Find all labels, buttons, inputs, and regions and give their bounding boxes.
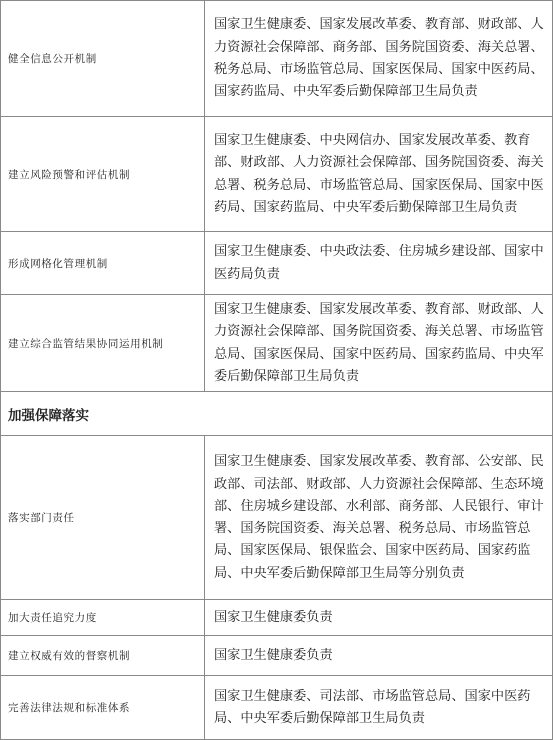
table-row [1, 1, 553, 117]
table-row [1, 636, 553, 676]
measure-cell: 形成网格化管理机制 [1, 232, 205, 295]
table-row [1, 676, 553, 740]
table-row [1, 436, 553, 600]
measure-cell: 建立权威有效的督察机制 [1, 636, 205, 676]
responsible-cell: 国家卫生健康委负责 [205, 600, 553, 636]
measure-cell: 完善法律法规和标准体系 [1, 676, 205, 740]
table-row [1, 295, 553, 392]
responsible-cell: 国家卫生健康委、国家发展改革委、教育部、财政部、人力资源社会保障部、国务院国资委、海关总署、市场监管总局、国家医保局、国家中医药局、国家药监局、中央军委后勤保障部卫生局负责 [205, 295, 553, 392]
table-row [1, 117, 553, 232]
table-row [1, 232, 553, 295]
measure-cell: 加大责任追究力度 [1, 600, 205, 636]
responsible-cell: 国家卫生健康委、司法部、市场监管总局、国家中医药局、中央军委后勤保障部卫生局负责 [205, 676, 553, 740]
responsible-cell: 国家卫生健康委负责 [205, 636, 553, 676]
responsible-cell: 国家卫生健康委、中央网信办、国家发展改革委、教育部、财政部、人力资源社会保障部、国务院国资委、海关总署、税务总局、市场监管总局、国家医保局、国家中医药局、国家药监局、中央军委后勤保障部卫生局负责 [205, 117, 553, 232]
measure-cell: 建立综合监管结果协同运用机制 [1, 295, 205, 392]
section-row [1, 392, 553, 436]
measure-cell: 落实部门责任 [1, 436, 205, 600]
measure-cell: 健全信息公开机制 [1, 1, 205, 117]
table-row [1, 600, 553, 636]
responsible-cell: 国家卫生健康委、中央政法委、住房城乡建设部、国家中医药局负责 [205, 232, 553, 295]
section-title: 加强保障落实 [1, 392, 553, 436]
measure-cell: 建立风险预警和评估机制 [1, 117, 205, 232]
responsible-cell: 国家卫生健康委、国家发展改革委、教育部、财政部、人力资源社会保障部、商务部、国务院国资委、海关总署、税务总局、市场监管总局、国家医保局、国家中医药局、国家药监局、中央军委后勤保障部卫生局负责 [205, 1, 553, 117]
responsible-cell: 国家卫生健康委、国家发展改革委、教育部、公安部、民政部、司法部、财政部、人力资源社会保障部、生态环境部、住房城乡建设部、水利部、商务部、人民银行、审计署、国务院国资委、海关总署、税务总局、市场监管总局、国家医保局、银保监会、国家中医药局、国家药监局、中央军委后勤保障部卫生局等分别负责 [205, 436, 553, 600]
